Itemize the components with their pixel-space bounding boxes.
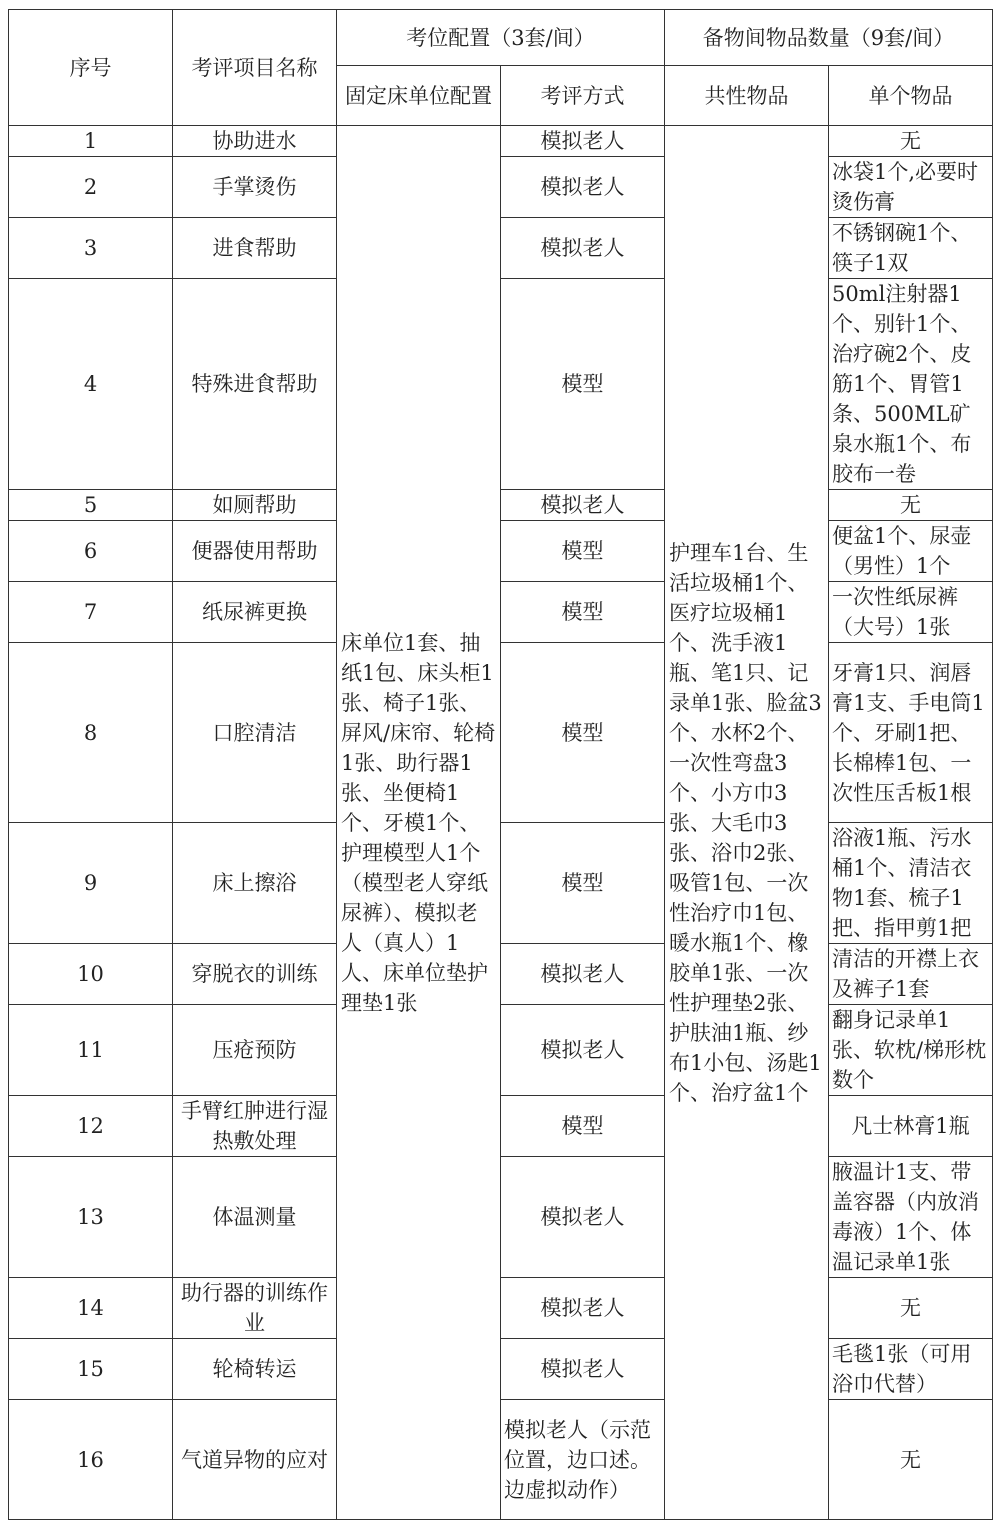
row-name: 手掌烫伤 xyxy=(173,157,337,218)
row-method: 模拟老人 xyxy=(501,126,665,157)
row-seq: 1 xyxy=(9,126,173,157)
row-method: 模拟老人 xyxy=(501,1278,665,1339)
row-name: 压疮预防 xyxy=(173,1005,337,1096)
row-method: 模型 xyxy=(501,1096,665,1157)
row-single: 腋温计1支、带盖容器（内放消毒液）1个、体温记录单1张 xyxy=(829,1157,993,1278)
row-name: 便器使用帮助 xyxy=(173,521,337,582)
row-single: 无 xyxy=(829,1400,993,1520)
row-method: 模型 xyxy=(501,279,665,490)
row-name: 轮椅转运 xyxy=(173,1339,337,1400)
row-single: 牙膏1只、润唇膏1支、手电筒1个、牙刷1把、长棉棒1包、一次性压舌板1根 xyxy=(829,643,993,823)
row-single: 无 xyxy=(829,1278,993,1339)
header-name: 考评项目名称 xyxy=(173,10,337,126)
equipment-table xyxy=(8,9,993,1520)
row-single: 不锈钢碗1个、筷子1双 xyxy=(829,218,993,279)
row-single: 毛毯1张（可用浴巾代替） xyxy=(829,1339,993,1400)
row-seq: 4 xyxy=(9,279,173,490)
header-fixed-bed: 固定床单位配置 xyxy=(337,66,501,126)
row-single: 一次性纸尿裤（大号）1张 xyxy=(829,582,993,643)
row-method: 模型 xyxy=(501,823,665,944)
header-common: 共性物品 xyxy=(665,66,829,126)
row-method: 模型 xyxy=(501,521,665,582)
row-name: 床上擦浴 xyxy=(173,823,337,944)
row-seq: 2 xyxy=(9,157,173,218)
row-method: 模拟老人 xyxy=(501,218,665,279)
row-seq: 12 xyxy=(9,1096,173,1157)
row-name: 气道异物的应对 xyxy=(173,1400,337,1520)
row-single: 翻身记录单1张、软枕/梯形枕数个 xyxy=(829,1005,993,1096)
row-name: 如厕帮助 xyxy=(173,490,337,521)
row-method: 模拟老人 xyxy=(501,157,665,218)
row-name: 进食帮助 xyxy=(173,218,337,279)
row-name: 助行器的训练作业 xyxy=(173,1278,337,1339)
row-single: 无 xyxy=(829,490,993,521)
row-name: 体温测量 xyxy=(173,1157,337,1278)
document-page xyxy=(8,9,993,1520)
row-seq: 10 xyxy=(9,944,173,1005)
row-seq: 6 xyxy=(9,521,173,582)
row-method: 模型 xyxy=(501,643,665,823)
row-method: 模拟老人 xyxy=(501,490,665,521)
row-method: 模拟老人 xyxy=(501,944,665,1005)
header-storage: 备物间物品数量（9套/间） xyxy=(665,10,993,66)
header-method: 考评方式 xyxy=(501,66,665,126)
row-seq: 14 xyxy=(9,1278,173,1339)
row-seq: 8 xyxy=(9,643,173,823)
row-seq: 7 xyxy=(9,582,173,643)
row-single: 便盆1个、尿壶（男性）1个 xyxy=(829,521,993,582)
row-seq: 3 xyxy=(9,218,173,279)
row-method: 模型 xyxy=(501,582,665,643)
row-single: 凡士林膏1瓶 xyxy=(829,1096,993,1157)
row-seq: 5 xyxy=(9,490,173,521)
header-config: 考位配置（3套/间） xyxy=(337,10,665,66)
row-name: 特殊进食帮助 xyxy=(173,279,337,490)
row-name: 手臂红肿进行湿热敷处理 xyxy=(173,1096,337,1157)
fixed-bed-config: 床单位1套、抽纸1包、床头柜1张、椅子1张、屏风/床帘、轮椅1张、助行器1张、坐便椅1个、牙模1个、护理模型人1个（模型老人穿纸尿裤）、模拟老人（真人）1人、床单位垫护理垫1张 xyxy=(337,126,501,1520)
common-items: 护理车1台、生活垃圾桶1个、医疗垃圾桶1个、洗手液1瓶、笔1只、记录单1张、脸盆3个、水杯2个、一次性弯盘3个、小方巾3张、大毛巾3张、浴巾2张、吸管1包、一次性治疗巾1包、暖水瓶1个、橡胶单1张、一次性护理垫2张、护肤油1瓶、纱布1小包、汤匙1个、治疗盆1个 xyxy=(665,126,829,1520)
row-method: 模拟老人 xyxy=(501,1005,665,1096)
row-single: 浴液1瓶、污水桶1个、清洁衣物1套、梳子1把、指甲剪1把 xyxy=(829,823,993,944)
row-seq: 13 xyxy=(9,1157,173,1278)
row-seq: 9 xyxy=(9,823,173,944)
row-single: 冰袋1个,必要时烫伤膏 xyxy=(829,157,993,218)
header-single: 单个物品 xyxy=(829,66,993,126)
row-name: 口腔清洁 xyxy=(173,643,337,823)
row-single: 50ml注射器1个、别针1个、治疗碗2个、皮筋1个、胃管1条、500ML矿泉水瓶1个、布胶布一卷 xyxy=(829,279,993,490)
row-name: 协助进水 xyxy=(173,126,337,157)
row-method: 模拟老人（示范位置，边口述。边虚拟动作） xyxy=(501,1400,665,1520)
row-method: 模拟老人 xyxy=(501,1157,665,1278)
row-name: 穿脱衣的训练 xyxy=(173,944,337,1005)
row-method: 模拟老人 xyxy=(501,1339,665,1400)
row-single: 清洁的开襟上衣及裤子1套 xyxy=(829,944,993,1005)
row-single: 无 xyxy=(829,126,993,157)
header-seq: 序号 xyxy=(9,10,173,126)
row-seq: 11 xyxy=(9,1005,173,1096)
row-name: 纸尿裤更换 xyxy=(173,582,337,643)
row-seq: 16 xyxy=(9,1400,173,1520)
row-seq: 15 xyxy=(9,1339,173,1400)
